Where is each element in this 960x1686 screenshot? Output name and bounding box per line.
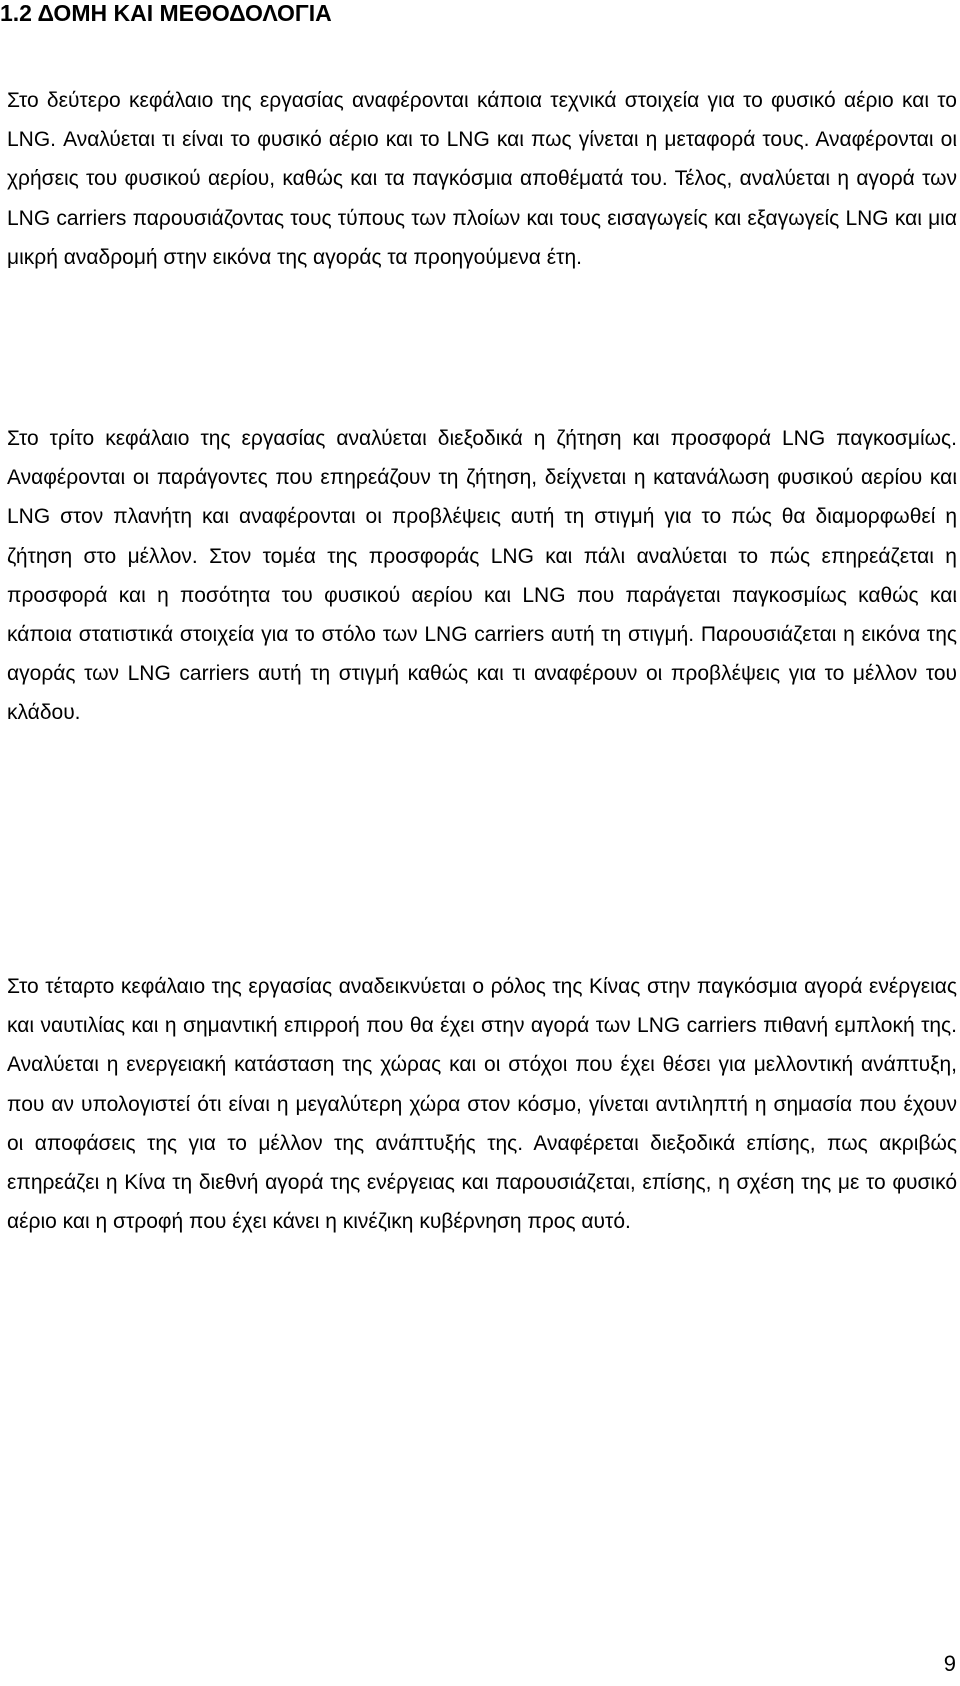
paragraph-chapter-3: Στο τρίτο κεφάλαιο της εργασίας αναλύεται διεξοδικά η ζήτηση και προσφορά LNG παγκοσμίως. Αναφέρονται οι παράγοντες που επηρεάζουν τη ζήτηση, δείχνεται η κατανάλωση φυσικού αερίου και LNG στον πλανήτη και αναφέρονται οι προβλέψεις αυτή τη στιγμή για το πώς θα διαμορφωθεί η ζήτηση στο μέλλον. Στον τομέα της προσφοράς LNG και πάλι αναλύεται το πώς επηρεάζεται η προσφορά και η ποσότητα του φυσικού αερίου και LNG που παράγεται παγκοσμίως καθώς και κάποια στατιστικά στοιχεία για το στόλο των LNG carriers αυτή τη στιγμή. Παρουσιάζεται η εικόνα της αγοράς των LNG carriers αυτή τη στιγμή καθώς και τι αναφέρουν οι προβλέψεις για το μέλλον του κλάδου.: [7, 427, 957, 725]
paragraph-chapter-2: Στο δεύτερο κεφάλαιο της εργασίας αναφέρονται κάποια τεχνικά στοιχεία για το φυσικό αέριο και το LNG. Αναλύεται τι είναι το φυσικό αέριο και το LNG και πως γίνεται η μεταφορά τους. Αναφέρονται οι χρήσεις του φυσικού αερίου, καθώς και τα παγκόσμια αποθέματά του. Τέλος, αναλύεται η αγορά των LNG carriers παρουσιάζοντας τους τύπους των πλοίων και τους εισαγωγείς και εξαγωγείς LNG και μια μικρή αναδρομή στην εικόνα της αγοράς τα προηγούμενα έτη.: [7, 89, 957, 269]
page-number: 9: [943, 1651, 956, 1676]
section-heading: 1.2 ΔΟΜΗ ΚΑΙ ΜΕΘΟΔΟΛΟΓΙΑ: [0, 0, 332, 26]
paragraph-chapter-4: Στο τέταρτο κεφάλαιο της εργασίας αναδεικνύεται ο ρόλος της Κίνας στην παγκόσμια αγορά ενέργειας και ναυτιλίας και η σημαντική επιρροή που θα έχει στην αγορά των LNG carriers πιθανή εμπλοκή της. Αναλύεται η ενεργειακή κατάσταση της χώρας και οι στόχοι που έχει θέσει για μελλοντική ανάπτυξη, που αν υπολογιστεί ότι είναι η μεγαλύτερη χώρα στον κόσμο, γίνεται αντιληπτή η σημασία που έχουν οι αποφάσεις της για το μέλλον της ανάπτυξής της. Αναφέρεται διεξοδικά επίσης, πως ακριβώς επηρεάζει η Κίνα τη διεθνή αγορά της ενέργειας και παρουσιάζεται, επίσης, η σχέση της με το φυσικό αέριο και η στροφή που έχει κάνει η κινέζικη κυβέρνηση προς αυτό.: [7, 975, 957, 1234]
